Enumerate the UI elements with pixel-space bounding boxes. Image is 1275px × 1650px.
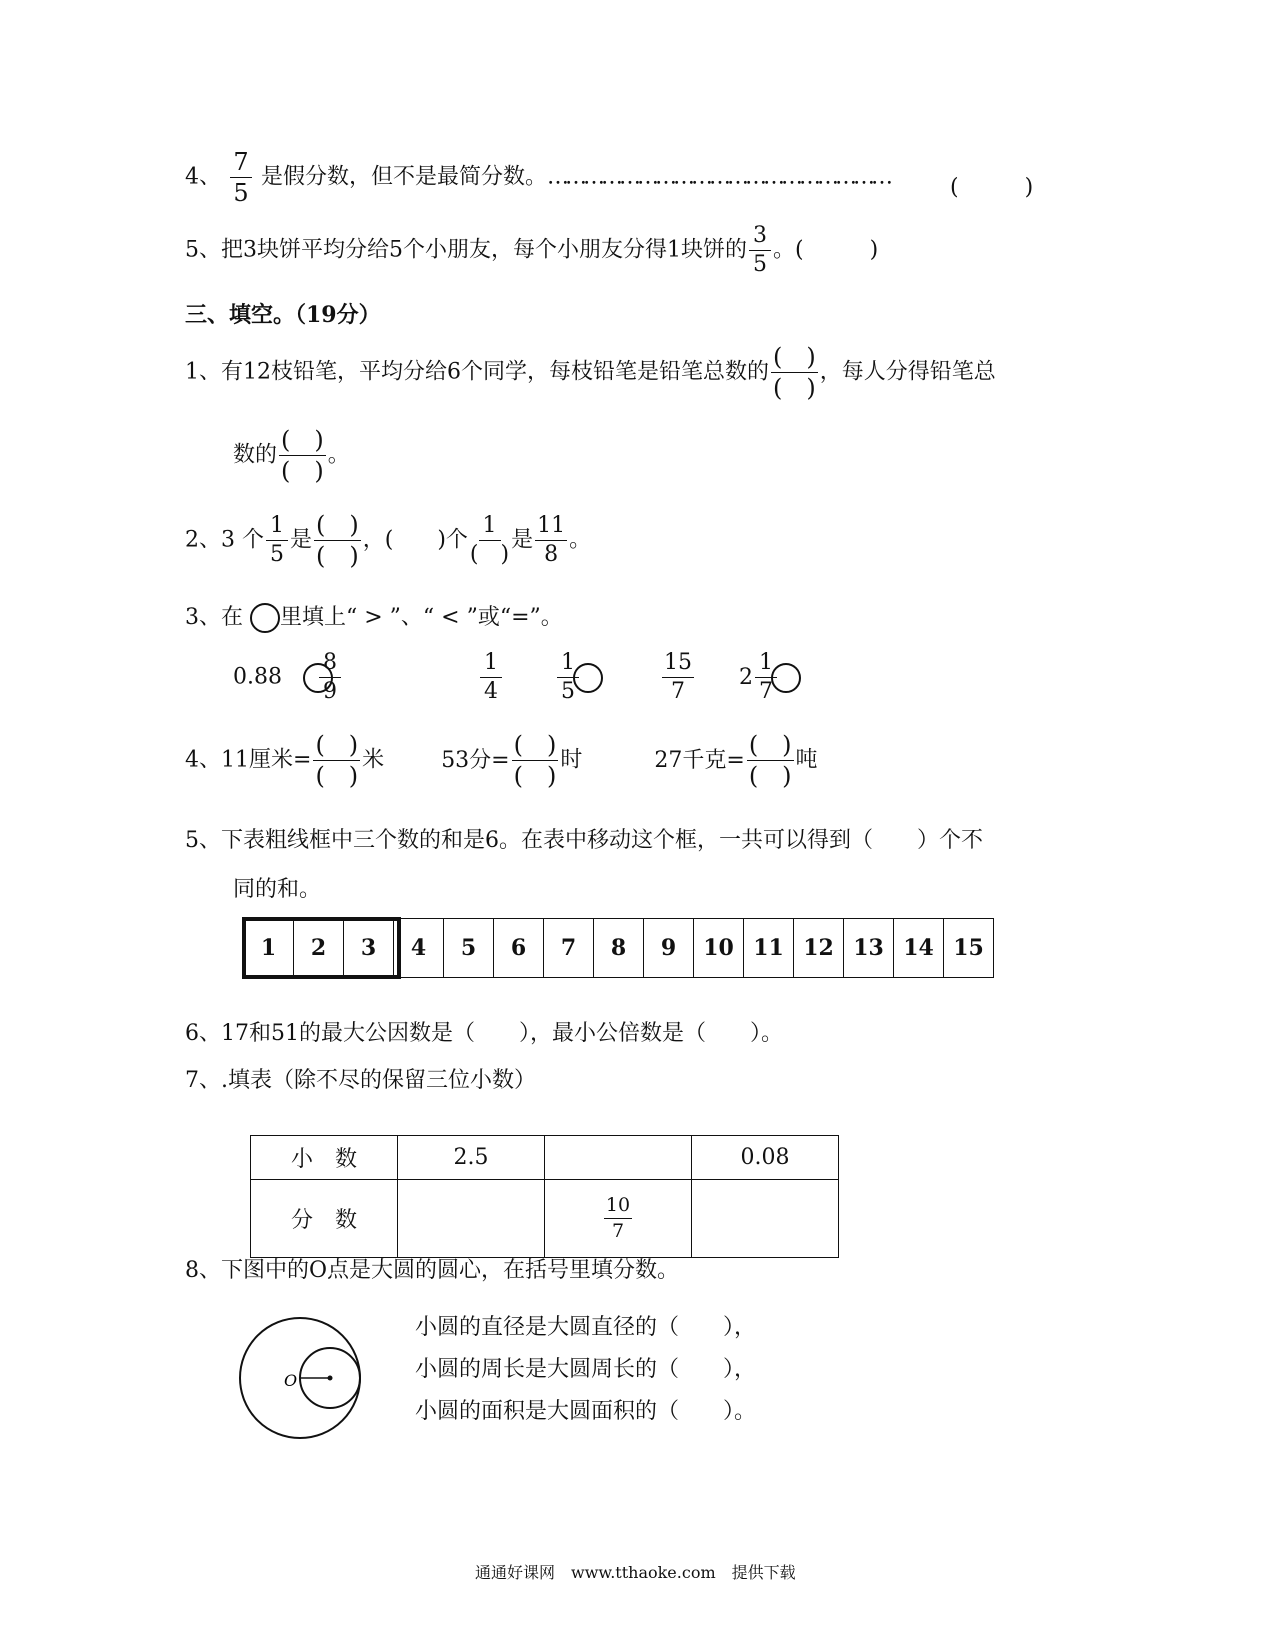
decimal-cell-1: 2.5 — [398, 1136, 545, 1180]
number-cell: 1 — [244, 919, 294, 978]
fill-q3: 3、在 里填上“ > ”、“ < ”或“=”。 — [185, 600, 563, 633]
conversion-table — [250, 1135, 839, 1258]
number-cell: 10 — [694, 919, 744, 978]
small-center-dot — [328, 1376, 333, 1381]
number-cell: 7 — [544, 919, 594, 978]
q8-line-2[interactable]: 小圆的周长是大圆周长的（ ）， — [415, 1357, 757, 1382]
fill-q4: 4、11厘米= $\frac{( )}{( )}$ 米 53分= $\frac{( )}{( )}$ 时 27千克= $\frac{( )}{( )}$ 吨 — [185, 731, 818, 790]
fill-q6: 6、17和51的最大公因数是（ ），最小公倍数是（ ）。 — [185, 1021, 783, 1046]
number-cell: 14 — [894, 919, 944, 978]
fill-q8: 8、下图中的O点是大圆的圆心，在括号里填分数。 — [185, 1258, 680, 1283]
number-cell: 11 — [744, 919, 794, 978]
number-cell: 8 — [594, 919, 644, 978]
number-cell: 6 — [494, 919, 544, 978]
decimal-cell-2[interactable] — [545, 1136, 692, 1180]
q3-item-2 — [478, 652, 603, 703]
number-cell: 12 — [794, 919, 844, 978]
number-cell: 15 — [944, 919, 994, 978]
number-cell: 2 — [294, 919, 344, 978]
fraction-cell-2: $\frac{10}{7}$ — [545, 1180, 692, 1258]
fraction-cell-1[interactable] — [398, 1180, 545, 1258]
q4-answer-paren[interactable]: ( ) — [950, 175, 1034, 200]
q1-blank-fraction-1[interactable]: $\frac{( )}{( )}$ — [773, 343, 816, 402]
q1-blank-fraction-2[interactable]: $\frac{( )}{( )}$ — [281, 426, 324, 485]
fill-q1: 1、有12枝铅笔，平均分给6个同学，每枝铅笔是铅笔总数的 $\frac{( )}{( )}$ ，每人分得铅笔总 — [185, 343, 996, 402]
q3-item-1: 0.88 $\frac{8}{9}$ — [233, 652, 343, 703]
q8-line-1[interactable]: 小圆的直径是大圆直径的（ ）， — [415, 1315, 757, 1340]
center-label-o: O — [284, 1371, 298, 1390]
q4-blank-hour[interactable]: $\frac{( )}{( )}$ — [513, 731, 557, 790]
compare-circle-3[interactable] — [771, 663, 801, 693]
fill-q5-text: 5、下表粗线框中三个数的和是6。在表中移动这个框，一共可以得到（ ）个不 — [185, 828, 983, 853]
q4-text: 是假分数，但不是最简分数。 — [261, 164, 548, 190]
fill-q1-line2: 数的 $\frac{( )}{( )}$ 。 — [233, 426, 350, 485]
q4-dots: ………………………………………………… — [547, 164, 890, 190]
label-fraction: 分 数 — [251, 1180, 398, 1258]
fraction-cell-3[interactable] — [692, 1180, 839, 1258]
judge-q4 — [185, 150, 889, 205]
q2-count-blank[interactable]: ，( )个 — [362, 527, 468, 553]
fill-q7: 7、.填表（除不尽的保留三位小数） — [185, 1068, 536, 1093]
fraction-1-7: $\frac{1}{7}$ — [755, 652, 777, 703]
fill-q5-text2: 同的和。 — [233, 877, 322, 902]
fraction-11-8: $\frac{11}{8}$ — [537, 513, 566, 567]
page-footer: 通通好课网 www.tthaoke.com 提供下载 — [475, 1563, 796, 1582]
label-decimal: 小 数 — [251, 1136, 398, 1180]
fill-q2: 2、3 个 $\frac{1}{5}$ 是 $\frac{( )}{( )}$ ，( )个 $\frac{1}{( )}$ 是 $\frac{11}{8}$ 。 — [185, 511, 592, 570]
number-cell: 9 — [644, 919, 694, 978]
fraction-15-7: $\frac{15}{7}$ — [664, 650, 692, 704]
number-cell: 5 — [444, 919, 494, 978]
section-title: 三、填空。（19分） — [185, 302, 381, 328]
number-cell: 3 — [344, 919, 394, 978]
thick-frame[interactable] — [242, 917, 401, 979]
number-cell: 4 — [394, 919, 444, 978]
q4-blank-meter[interactable]: $\frac{( )}{( )}$ — [315, 731, 359, 790]
compare-circle-2[interactable] — [573, 663, 603, 693]
fraction-1-5: $\frac{1}{5}$ — [266, 515, 288, 566]
comparison-circle-icon — [250, 603, 280, 633]
q4-number: 4、 — [185, 164, 221, 190]
q8-line-3[interactable]: 小圆的面积是大圆面积的（ ）。 — [415, 1399, 757, 1424]
q2-unit-fraction[interactable]: $\frac{1}{( )}$ — [469, 513, 510, 567]
judge-q5: 5、把3块饼平均分给5个小朋友，每个小朋友分得1块饼的 $\frac{3}{5}$ 。( ) — [185, 223, 879, 277]
fraction-8-9: $\frac{8}{9}$ — [319, 652, 341, 703]
number-cell: 13 — [844, 919, 894, 978]
fraction-1-5-b: $\frac{1}{5}$ — [557, 652, 579, 703]
fraction-7-5: $\frac{7}{5}$ — [230, 150, 252, 205]
circles-diagram — [232, 1310, 372, 1450]
q4-blank-ton[interactable]: $\frac{( )}{( )}$ — [748, 731, 792, 790]
q2-blank-fraction[interactable]: $\frac{( )}{( )}$ — [316, 511, 359, 570]
decimal-cell-3: 0.08 — [692, 1136, 839, 1180]
q5-answer-paren[interactable]: 。( ) — [773, 237, 879, 263]
q3-item-3: $\frac{15}{7}$ 2 $\frac{1}{7}$ — [660, 652, 801, 703]
fraction-3-5: $\frac{3}{5}$ — [749, 225, 771, 276]
fraction-1-4: $\frac{1}{4}$ — [480, 652, 502, 703]
